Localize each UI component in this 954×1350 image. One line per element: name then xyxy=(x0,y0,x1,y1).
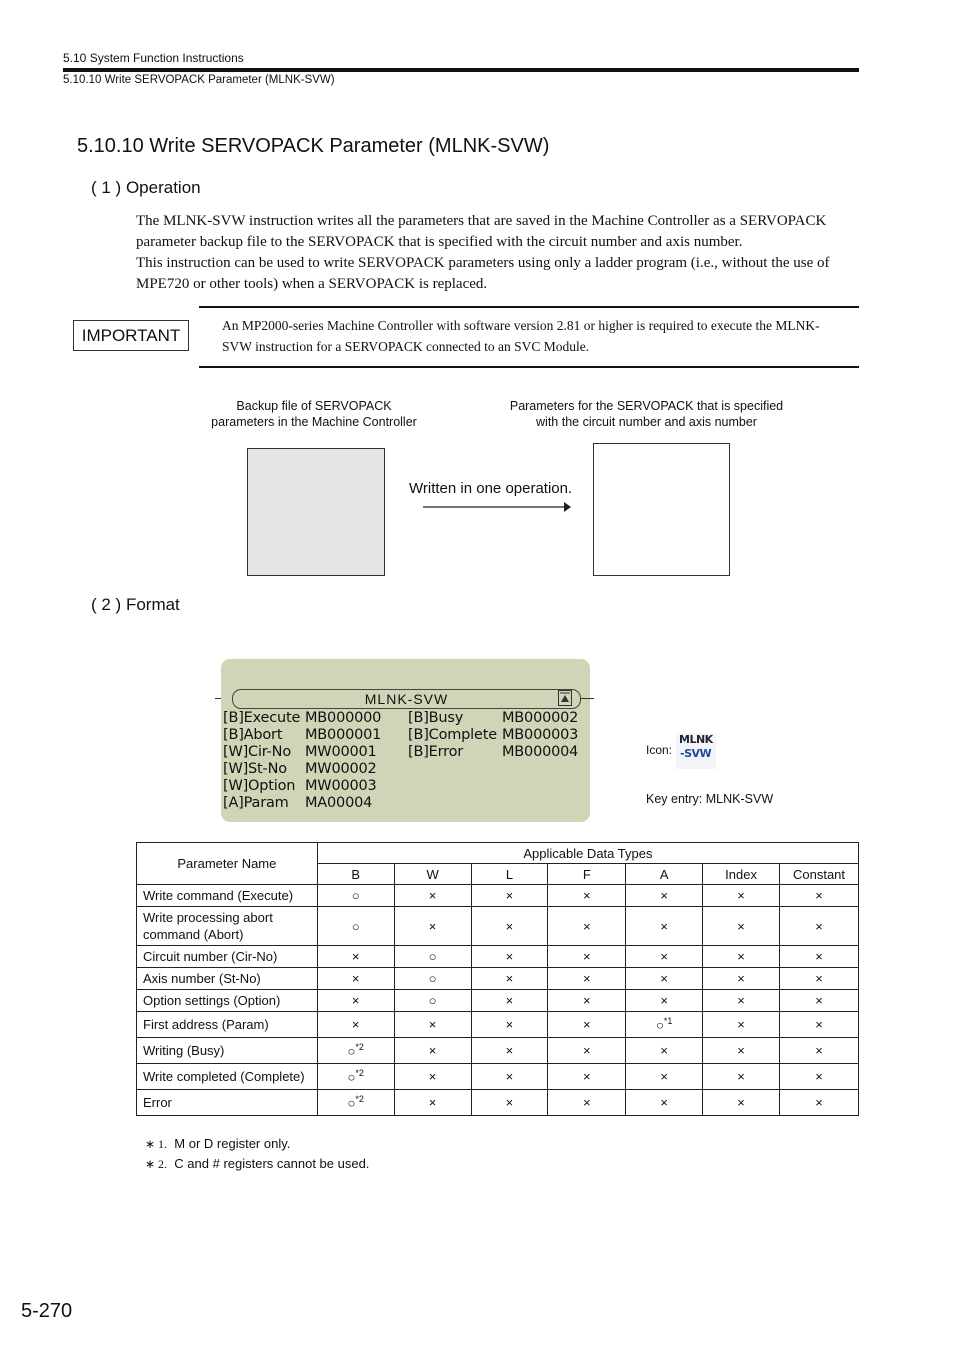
important-bottom-rule xyxy=(199,366,859,368)
type-cell xyxy=(703,1064,780,1090)
type-cell xyxy=(703,946,780,968)
param-name-cell: Option settings (Option) xyxy=(137,990,318,1012)
icon-text-2: -SVW xyxy=(680,747,712,760)
type-cell xyxy=(317,907,394,946)
not-applicable-mark: × xyxy=(815,918,823,934)
not-applicable-mark: × xyxy=(737,1017,745,1032)
diagram-left-label-1: Backup file of SERVOPACK xyxy=(236,399,392,413)
not-applicable-mark: × xyxy=(660,918,668,934)
applicable-mark: ○ xyxy=(351,918,360,934)
type-cell xyxy=(317,1012,394,1038)
not-applicable-mark: × xyxy=(737,888,745,903)
ladder-row-value: MW00003 xyxy=(305,778,377,794)
not-applicable-mark: × xyxy=(583,971,591,986)
not-applicable-mark: × xyxy=(815,993,823,1008)
key-entry: Key entry: MLNK-SVW xyxy=(646,792,774,806)
type-cell xyxy=(626,968,703,990)
type-cell xyxy=(626,946,703,968)
type-cell xyxy=(780,1064,859,1090)
not-applicable-mark: × xyxy=(583,993,591,1008)
applicable-mark: ○ xyxy=(351,888,360,903)
operation-line-4: MPE720 or other tools) when a SERVOPACK is replaced. xyxy=(136,276,488,292)
important-line-1: An MP2000-series Machine Controller with software version 2.81 or higher is required to execute the MLNK- xyxy=(222,318,820,333)
ladder-row-value: MW00002 xyxy=(305,761,377,777)
table-row xyxy=(137,990,859,1012)
not-applicable-mark: × xyxy=(660,1069,668,1084)
ladder-input-values xyxy=(305,710,381,812)
not-applicable-mark: × xyxy=(505,1017,514,1032)
backup-file-box xyxy=(247,448,385,576)
type-cell xyxy=(317,946,394,968)
data-types-table xyxy=(136,842,859,1116)
type-cell xyxy=(471,990,548,1012)
type-cell xyxy=(394,1090,471,1116)
type-cell xyxy=(626,990,703,1012)
ladder-row-value: MA00004 xyxy=(305,795,373,811)
column-header: Index xyxy=(703,864,780,885)
not-applicable-mark: × xyxy=(815,1069,823,1084)
format-heading: ( 2 ) Format xyxy=(91,595,180,614)
not-applicable-mark: × xyxy=(660,1095,668,1110)
param-name-cell: Write command (Execute) xyxy=(137,885,318,907)
not-applicable-mark: × xyxy=(737,1095,745,1110)
not-applicable-mark: × xyxy=(505,949,514,964)
applicable-mark: ○ xyxy=(428,949,437,964)
type-cell xyxy=(548,968,626,990)
not-applicable-mark: × xyxy=(660,971,668,986)
type-cell xyxy=(548,946,626,968)
param-name-cell: Circuit number (Cir-No) xyxy=(137,946,318,968)
not-applicable-mark: × xyxy=(583,949,591,964)
ladder-row-label: [W]St-No xyxy=(223,761,287,777)
diagram-left-label xyxy=(190,398,438,430)
type-cell xyxy=(548,1064,626,1090)
mlnk-svw-icon xyxy=(676,733,716,769)
param-name-cell: Error xyxy=(137,1090,318,1116)
type-cell xyxy=(703,1038,780,1064)
not-applicable-mark: × xyxy=(660,888,668,903)
important-label: IMPORTANT xyxy=(73,320,189,351)
not-applicable-mark: × xyxy=(583,1069,591,1084)
not-applicable-mark: × xyxy=(428,1043,437,1058)
type-cell xyxy=(317,1038,394,1064)
ladder-row-value: MB000000 xyxy=(305,710,382,726)
footnote-ref: *2 xyxy=(355,1042,364,1053)
type-cell xyxy=(780,907,859,946)
not-applicable-mark: × xyxy=(737,971,745,986)
type-cell xyxy=(548,907,626,946)
type-cell xyxy=(471,1038,548,1064)
data-types-header: Applicable Data Types xyxy=(317,843,858,864)
applicable-mark: ○ xyxy=(347,1043,356,1059)
block-expand-icon[interactable] xyxy=(558,690,572,706)
not-applicable-mark: × xyxy=(428,888,437,903)
not-applicable-mark: × xyxy=(351,993,360,1008)
type-cell xyxy=(548,885,626,907)
type-cell xyxy=(471,1064,548,1090)
type-cell xyxy=(317,1090,394,1116)
diagram-right-label-2: with the circuit number and axis number xyxy=(536,415,757,429)
type-cell xyxy=(626,1064,703,1090)
not-applicable-mark: × xyxy=(815,1095,823,1110)
type-cell xyxy=(317,1064,394,1090)
type-cell xyxy=(780,990,859,1012)
not-applicable-mark: × xyxy=(583,918,591,934)
footnote-1 xyxy=(145,1136,290,1152)
type-cell xyxy=(471,907,548,946)
ladder-row-label: [B]Busy xyxy=(408,710,464,726)
type-cell xyxy=(394,907,471,946)
not-applicable-mark: × xyxy=(505,971,514,986)
footnote-text: M or D register only. xyxy=(174,1136,291,1151)
type-cell xyxy=(626,1012,703,1038)
operation-line-2: parameter backup file to the SERVOPACK that is specified with the circuit number and axis number. xyxy=(136,234,743,250)
type-cell xyxy=(703,907,780,946)
table-row xyxy=(137,1064,859,1090)
type-cell xyxy=(703,968,780,990)
ladder-row-value: MB000001 xyxy=(305,727,382,743)
important-line-2: SVW instruction for a SERVOPACK connected to an SVC Module. xyxy=(222,339,590,354)
operation-line-1: The MLNK-SVW instruction writes all the parameters that are saved in the Machine Controller as a SERVOPACK xyxy=(136,213,827,229)
not-applicable-mark: × xyxy=(815,1043,823,1058)
type-cell xyxy=(780,1038,859,1064)
footnote-ref: *1 xyxy=(663,1016,673,1027)
not-applicable-mark: × xyxy=(351,1017,360,1032)
type-cell xyxy=(780,885,859,907)
type-cell xyxy=(780,946,859,968)
table-row xyxy=(137,968,859,990)
not-applicable-mark: × xyxy=(505,888,514,903)
page-title: 5.10.10 Write SERVOPACK Parameter (MLNK-SVW) xyxy=(77,135,550,157)
header-rule xyxy=(63,68,859,72)
column-header: W xyxy=(394,864,471,885)
running-header-section: 5.10 System Function Instructions xyxy=(63,51,244,65)
column-header: B xyxy=(317,864,394,885)
not-applicable-mark: × xyxy=(351,971,360,986)
ladder-row-label: [B]Complete xyxy=(408,727,497,743)
not-applicable-mark: × xyxy=(815,1017,823,1032)
type-cell xyxy=(548,990,626,1012)
footnote-text: C and # registers cannot be used. xyxy=(174,1156,370,1171)
ladder-function-block[interactable] xyxy=(221,659,590,822)
footnote-2 xyxy=(145,1156,369,1172)
type-cell xyxy=(394,1064,471,1090)
type-cell xyxy=(780,1090,859,1116)
not-applicable-mark: × xyxy=(660,949,668,964)
not-applicable-mark: × xyxy=(505,1069,514,1084)
not-applicable-mark: × xyxy=(583,1017,591,1032)
not-applicable-mark: × xyxy=(660,1043,668,1058)
ladder-input-labels xyxy=(223,710,300,812)
type-cell xyxy=(626,1090,703,1116)
arrow-right-icon xyxy=(422,500,572,514)
not-applicable-mark: × xyxy=(737,918,745,934)
ladder-output-labels xyxy=(408,710,497,761)
type-cell xyxy=(703,1012,780,1038)
not-applicable-mark: × xyxy=(428,1017,437,1032)
footnote-ref: *2 xyxy=(355,1068,364,1079)
column-header: L xyxy=(471,864,548,885)
type-cell xyxy=(471,946,548,968)
important-text xyxy=(222,315,862,357)
type-cell xyxy=(394,885,471,907)
ladder-row-value: MB000004 xyxy=(502,744,579,760)
ladder-row-label: [A]Param xyxy=(223,795,289,811)
table-row xyxy=(137,907,859,946)
table-row xyxy=(137,1038,859,1064)
servopack-params-box xyxy=(593,443,730,576)
type-cell xyxy=(394,1038,471,1064)
param-name-cell: Write processing abort command (Abort) xyxy=(137,907,318,946)
ladder-row-label: [W]Cir-No xyxy=(223,744,291,760)
not-applicable-mark: × xyxy=(737,1043,745,1058)
type-cell xyxy=(471,968,548,990)
type-cell xyxy=(703,885,780,907)
diagram-right-label-1: Parameters for the SERVOPACK that is specified xyxy=(509,399,784,413)
not-applicable-mark: × xyxy=(583,1043,591,1058)
diagram-left-label-2: parameters in the Machine Controller xyxy=(211,415,417,429)
type-cell xyxy=(317,990,394,1012)
operation-line-3: This instruction can be used to write SERVOPACK parameters using only a ladder program (i.e., without the use of xyxy=(136,255,830,271)
ladder-row-label: [B]Abort xyxy=(223,727,283,743)
not-applicable-mark: × xyxy=(815,888,823,903)
applicable-mark: ○ xyxy=(428,971,437,986)
type-cell xyxy=(548,1012,626,1038)
table-row xyxy=(137,1090,859,1116)
type-cell xyxy=(471,1012,548,1038)
ladder-row-value: MW00001 xyxy=(305,744,377,760)
not-applicable-mark: × xyxy=(428,918,437,934)
ladder-row-label: [W]Option xyxy=(223,778,296,794)
table-row xyxy=(137,885,859,907)
not-applicable-mark: × xyxy=(815,971,823,986)
ladder-row-value: MB000002 xyxy=(502,710,579,726)
ladder-row-value: MB000003 xyxy=(502,727,579,743)
type-cell xyxy=(703,990,780,1012)
type-cell xyxy=(394,1012,471,1038)
not-applicable-mark: × xyxy=(505,993,514,1008)
page-number: 5-270 xyxy=(21,1300,73,1322)
type-cell xyxy=(317,968,394,990)
type-cell xyxy=(394,990,471,1012)
not-applicable-mark: × xyxy=(583,888,591,903)
not-applicable-mark: × xyxy=(737,949,745,964)
param-name-cell: Write completed (Complete) xyxy=(137,1064,318,1090)
not-applicable-mark: × xyxy=(583,1095,591,1110)
ladder-left-rail xyxy=(215,698,221,699)
not-applicable-mark: × xyxy=(815,949,823,964)
not-applicable-mark: × xyxy=(737,993,745,1008)
param-name-cell: Writing (Busy) xyxy=(137,1038,318,1064)
column-header: F xyxy=(548,864,626,885)
ladder-output-values xyxy=(502,710,578,761)
not-applicable-mark: × xyxy=(505,1043,514,1058)
type-cell xyxy=(471,885,548,907)
column-header: A xyxy=(626,864,703,885)
type-cell xyxy=(548,1038,626,1064)
type-cell xyxy=(317,885,394,907)
applicable-mark: ○ xyxy=(347,1095,356,1111)
param-name-cell: Axis number (St-No) xyxy=(137,968,318,990)
not-applicable-mark: × xyxy=(660,993,668,1008)
type-cell xyxy=(548,1090,626,1116)
applicable-mark: ○ xyxy=(428,993,437,1008)
ladder-block-title: MLNK-SVW xyxy=(232,689,581,709)
arrow-label: Written in one operation. xyxy=(409,480,573,497)
param-name-header: Parameter Name xyxy=(137,843,318,885)
not-applicable-mark: × xyxy=(505,1095,514,1110)
type-cell xyxy=(626,1038,703,1064)
ladder-right-rail xyxy=(580,698,594,699)
type-cell xyxy=(626,885,703,907)
ladder-row-label: [B]Execute xyxy=(223,710,301,726)
applicable-mark: ○ xyxy=(655,1017,664,1033)
param-name-cell: First address (Param) xyxy=(137,1012,318,1038)
type-cell xyxy=(703,1090,780,1116)
applicable-mark: ○ xyxy=(347,1069,356,1085)
footnote-ref: *2 xyxy=(355,1094,364,1105)
icon-label: Icon: xyxy=(646,743,673,757)
operation-text xyxy=(136,211,856,295)
type-cell xyxy=(394,946,471,968)
type-cell xyxy=(626,907,703,946)
type-cell xyxy=(471,1090,548,1116)
footnote-mark: ∗ 2. xyxy=(145,1157,168,1171)
column-header: Constant xyxy=(780,864,859,885)
diagram-right-label xyxy=(505,398,788,430)
not-applicable-mark: × xyxy=(737,1069,745,1084)
footnote-mark: ∗ 1. xyxy=(145,1137,168,1151)
running-header-subsection: 5.10.10 Write SERVOPACK Parameter (MLNK-SVW) xyxy=(63,74,335,86)
type-cell xyxy=(780,968,859,990)
icon-text-1: MLNK xyxy=(679,733,713,746)
not-applicable-mark: × xyxy=(505,918,514,934)
type-cell xyxy=(780,1012,859,1038)
table-row xyxy=(137,1012,859,1038)
ladder-row-label: [B]Error xyxy=(408,744,464,760)
not-applicable-mark: × xyxy=(428,1069,437,1084)
not-applicable-mark: × xyxy=(351,949,360,964)
important-top-rule xyxy=(199,306,859,308)
table-row xyxy=(137,946,859,968)
type-cell xyxy=(394,968,471,990)
not-applicable-mark: × xyxy=(428,1095,437,1110)
operation-heading: ( 1 ) Operation xyxy=(91,178,201,197)
